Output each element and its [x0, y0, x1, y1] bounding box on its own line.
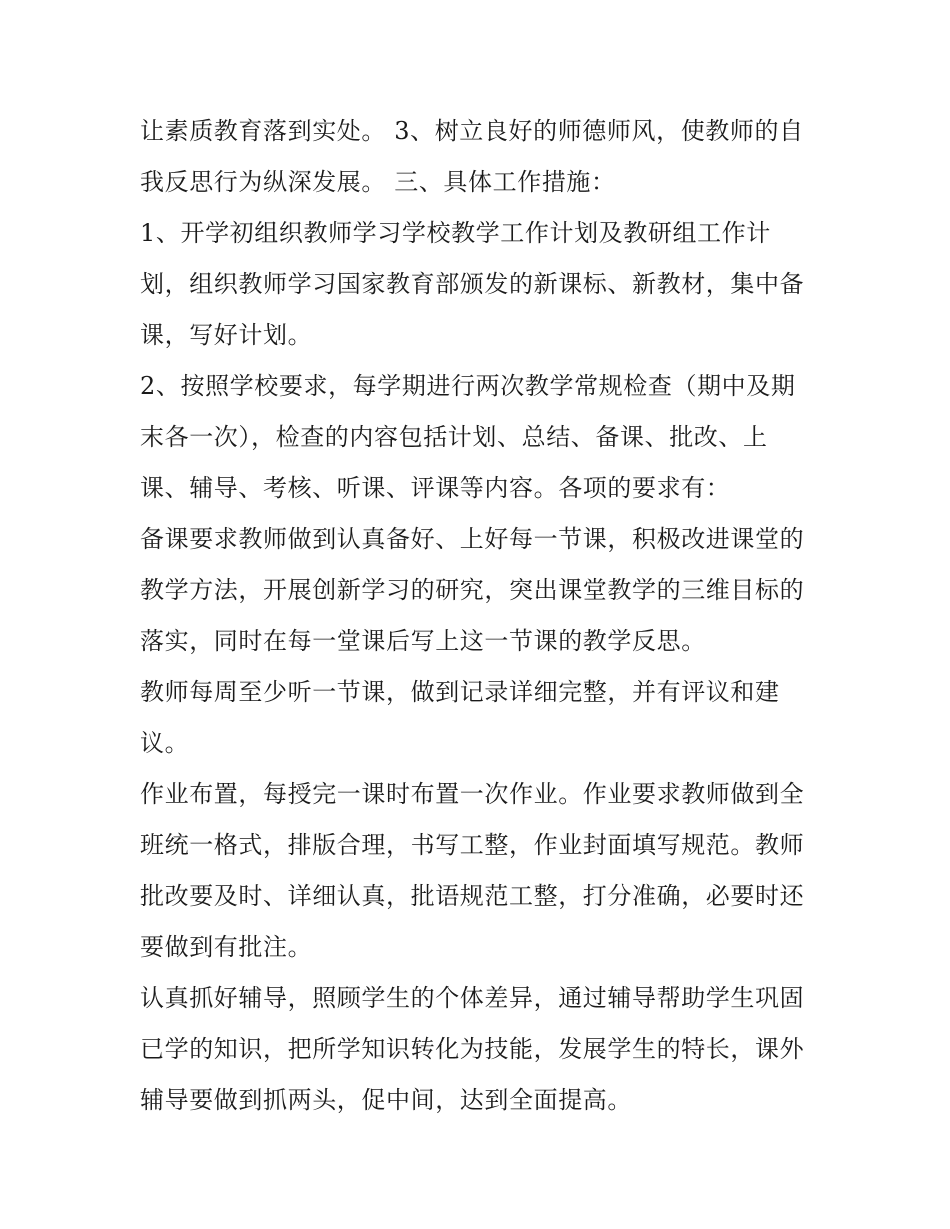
text-line: 落实，同时在每一堂课后写上这一节课的教学反思。 [140, 627, 706, 655]
text-line: 作业布置，每授完一课时布置一次作业。作业要求教师做到全 [140, 780, 805, 808]
text-line: 备课要求教师做到认真备好、上好每一节课，积极改进课堂的 [140, 525, 805, 553]
text-line: 2、按照学校要求，每学期进行两次教学常规检查（期中及期 [140, 372, 796, 400]
text-line: 议。 [140, 729, 190, 757]
text-line: 班统一格式，排版合理，书写工整，作业封面填写规范。教师 [140, 831, 805, 859]
text-line: 课、辅导、考核、听课、评课等内容。各项的要求有： [140, 474, 731, 502]
text-line: 1、开学初组织教师学习学校教学工作计划及教研组工作计 [140, 219, 771, 247]
text-line: 我反思行为纵深发展。 三、具体工作措施： [140, 168, 616, 196]
text-line: 让素质教育落到实处。 3、树立良好的师德师风，使教师的自 [140, 117, 804, 145]
text-line: 课，写好计划。 [140, 321, 313, 349]
text-line: 认真抓好辅导，照顾学生的个体差异，通过辅导帮助学生巩固 [140, 984, 805, 1012]
text-line: 末各一次），检查的内容包括计划、总结、备课、批改、上 [140, 423, 768, 451]
text-line: 已学的知识，把所学知识转化为技能，发展学生的特长，课外 [140, 1035, 805, 1063]
text-line: 辅导要做到抓两头，促中间，达到全面提高。 [140, 1086, 632, 1114]
text-line: 教师每周至少听一节课，做到记录详细完整，并有评议和建 [140, 678, 780, 706]
text-line: 要做到有批注。 [140, 933, 313, 961]
text-line: 批改要及时、详细认真，批语规范工整，打分准确，必要时还 [140, 882, 805, 910]
text-line: 教学方法，开展创新学习的研究，突出课堂教学的三维目标的 [140, 576, 805, 604]
text-line: 划，组织教师学习国家教育部颁发的新课标、新教材，集中备 [140, 270, 805, 298]
document-body [140, 106, 820, 1126]
